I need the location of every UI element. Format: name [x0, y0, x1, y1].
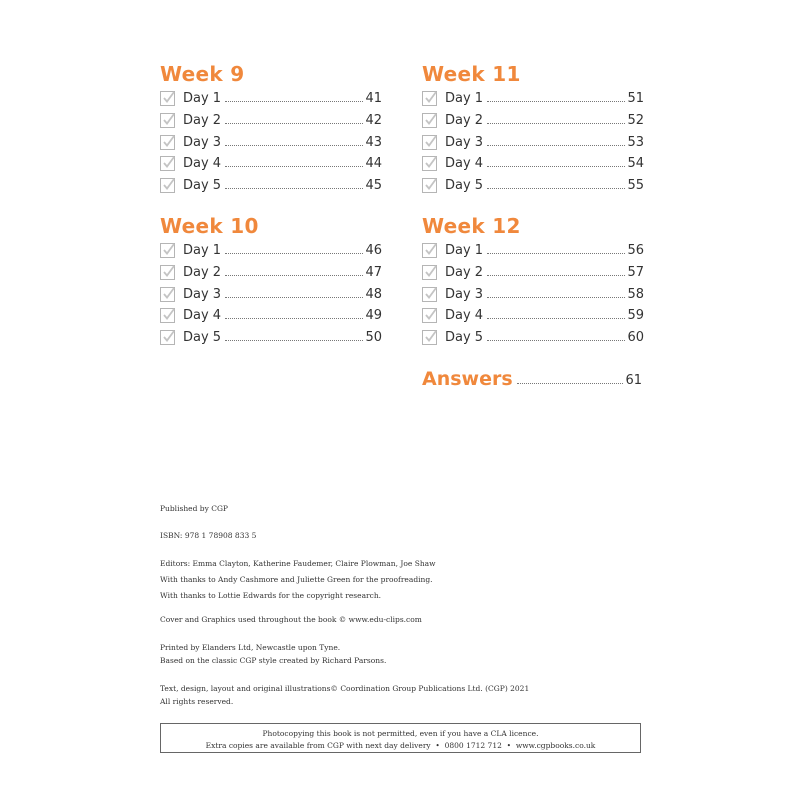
page-number: 48	[365, 286, 382, 302]
page-number: 54	[627, 156, 644, 172]
page-number: 47	[365, 265, 382, 281]
checkbox-checked-icon[interactable]	[160, 243, 175, 258]
day-label: Day 5	[445, 330, 484, 346]
week-12-section	[422, 213, 644, 348]
checkbox-checked-icon[interactable]	[422, 156, 437, 171]
published-by: Published by CGP	[160, 504, 228, 513]
day-entry[interactable]	[422, 240, 644, 262]
leader-dots	[487, 308, 625, 319]
rights-reserved: All rights reserved.	[160, 697, 234, 706]
day-label: Day 4	[445, 156, 484, 172]
week-10-section	[160, 213, 382, 348]
answers-label: Answers	[422, 368, 513, 390]
week-heading: Week 11	[422, 62, 521, 86]
checkbox-checked-icon[interactable]	[160, 135, 175, 150]
leader-dots	[517, 373, 624, 384]
leader-dots	[225, 243, 363, 254]
day-label: Day 4	[445, 308, 484, 324]
printed-by: Printed by Elanders Ltd, Newcastle upon Tyne.	[160, 643, 341, 652]
page-number: 55	[627, 178, 644, 194]
leader-dots	[225, 330, 363, 341]
page-number: 53	[627, 134, 644, 150]
page-number: 42	[365, 113, 382, 129]
day-entry[interactable]	[160, 153, 382, 175]
day-label: Day 3	[183, 134, 222, 150]
checkbox-checked-icon[interactable]	[160, 91, 175, 106]
day-label: Day 3	[183, 286, 222, 302]
checkbox-checked-icon[interactable]	[422, 308, 437, 323]
copyright: Text, design, layout and original illustrations© Coordination Group Publications Ltd. (CGP) 2021	[160, 684, 530, 693]
checkbox-checked-icon[interactable]	[160, 330, 175, 345]
page-number: 59	[627, 308, 644, 324]
day-label: Day 5	[183, 330, 222, 346]
leader-dots	[487, 156, 625, 167]
checkbox-checked-icon[interactable]	[160, 178, 175, 193]
page-number: 60	[627, 330, 644, 346]
leader-dots	[487, 91, 625, 102]
thanks-copyright: With thanks to Lottie Edwards for the copyright research.	[160, 591, 382, 600]
leader-dots	[487, 113, 625, 124]
page-number: 50	[365, 330, 382, 346]
leader-dots	[225, 91, 363, 102]
leader-dots	[225, 265, 363, 276]
day-entry[interactable]	[160, 327, 382, 349]
day-entry[interactable]	[422, 305, 644, 327]
day-entry[interactable]	[422, 327, 644, 349]
day-label: Day 1	[183, 91, 222, 107]
checkbox-checked-icon[interactable]	[422, 265, 437, 280]
day-entry[interactable]	[160, 283, 382, 305]
page-number: 56	[627, 243, 644, 259]
day-entry[interactable]	[422, 283, 644, 305]
week-heading: Week 12	[422, 214, 521, 238]
day-entry[interactable]	[422, 175, 644, 197]
page-number: 45	[365, 178, 382, 194]
leader-dots	[487, 243, 625, 254]
day-entry[interactable]	[422, 88, 644, 110]
checkbox-checked-icon[interactable]	[160, 113, 175, 128]
week-11-section	[422, 61, 644, 196]
leader-dots	[487, 178, 625, 189]
notice-line-1: Photocopying this book is not permitted, even if you have a CLA licence.	[262, 729, 539, 738]
day-label: Day 4	[183, 156, 222, 172]
photocopy-notice	[160, 723, 641, 753]
day-label: Day 4	[183, 308, 222, 324]
page-number: 58	[627, 286, 644, 302]
leader-dots	[225, 156, 363, 167]
week-9-section	[160, 61, 382, 196]
day-entry[interactable]	[160, 110, 382, 132]
checkbox-checked-icon[interactable]	[422, 330, 437, 345]
day-label: Day 2	[183, 265, 222, 281]
day-entry[interactable]	[160, 262, 382, 284]
week-heading: Week 9	[160, 62, 245, 86]
leader-dots	[225, 308, 363, 319]
page-number: 51	[627, 91, 644, 107]
leader-dots	[225, 135, 363, 146]
leader-dots	[487, 287, 625, 298]
day-label: Day 5	[445, 178, 484, 194]
isbn: ISBN: 978 1 78908 833 5	[160, 531, 257, 540]
checkbox-checked-icon[interactable]	[160, 287, 175, 302]
page-number: 49	[365, 308, 382, 324]
editors: Editors: Emma Clayton, Katherine Faudemer, Claire Plowman, Joe Shaw	[160, 559, 436, 568]
day-label: Day 2	[183, 113, 222, 129]
leader-dots	[487, 265, 625, 276]
day-entry[interactable]	[422, 262, 644, 284]
checkbox-checked-icon[interactable]	[422, 243, 437, 258]
checkbox-checked-icon[interactable]	[422, 113, 437, 128]
day-label: Day 5	[183, 178, 222, 194]
checkbox-checked-icon[interactable]	[160, 308, 175, 323]
answers-page: 61	[625, 373, 642, 388]
page-number: 57	[627, 265, 644, 281]
day-entry[interactable]	[160, 131, 382, 153]
day-entry[interactable]	[422, 131, 644, 153]
leader-dots	[225, 287, 363, 298]
leader-dots	[487, 330, 625, 341]
leader-dots	[225, 178, 363, 189]
checkbox-checked-icon[interactable]	[422, 178, 437, 193]
answers-entry[interactable]	[422, 368, 642, 390]
checkbox-checked-icon[interactable]	[160, 156, 175, 171]
checkbox-checked-icon[interactable]	[422, 91, 437, 106]
day-label: Day 2	[445, 113, 484, 129]
leader-dots	[225, 113, 363, 124]
page-number: 43	[365, 134, 382, 150]
cover-credit: Cover and Graphics used throughout the book © www.edu-clips.com	[160, 615, 422, 624]
page-number: 44	[365, 156, 382, 172]
day-entry[interactable]	[160, 305, 382, 327]
thanks-proofreading: With thanks to Andy Cashmore and Juliette Green for the proofreading.	[160, 575, 433, 584]
week-heading: Week 10	[160, 214, 259, 238]
leader-dots	[487, 135, 625, 146]
day-entry[interactable]	[160, 240, 382, 262]
day-entry[interactable]	[422, 110, 644, 132]
page-number: 41	[365, 91, 382, 107]
checkbox-checked-icon[interactable]	[422, 287, 437, 302]
day-label: Day 2	[445, 265, 484, 281]
day-label: Day 3	[445, 134, 484, 150]
page-number: 46	[365, 243, 382, 259]
day-label: Day 1	[183, 243, 222, 259]
day-entry[interactable]	[160, 88, 382, 110]
notice-line-2: Extra copies are available from CGP with next day delivery • 0800 1712 712 • www.cgpbooks.co.uk	[205, 741, 596, 750]
day-entry[interactable]	[422, 153, 644, 175]
page-number: 52	[627, 113, 644, 129]
day-label: Day 1	[445, 243, 484, 259]
based-on: Based on the classic CGP style created by Richard Parsons.	[160, 656, 387, 665]
day-label: Day 1	[445, 91, 484, 107]
day-label: Day 3	[445, 286, 484, 302]
checkbox-checked-icon[interactable]	[160, 265, 175, 280]
checkbox-checked-icon[interactable]	[422, 135, 437, 150]
day-entry[interactable]	[160, 175, 382, 197]
